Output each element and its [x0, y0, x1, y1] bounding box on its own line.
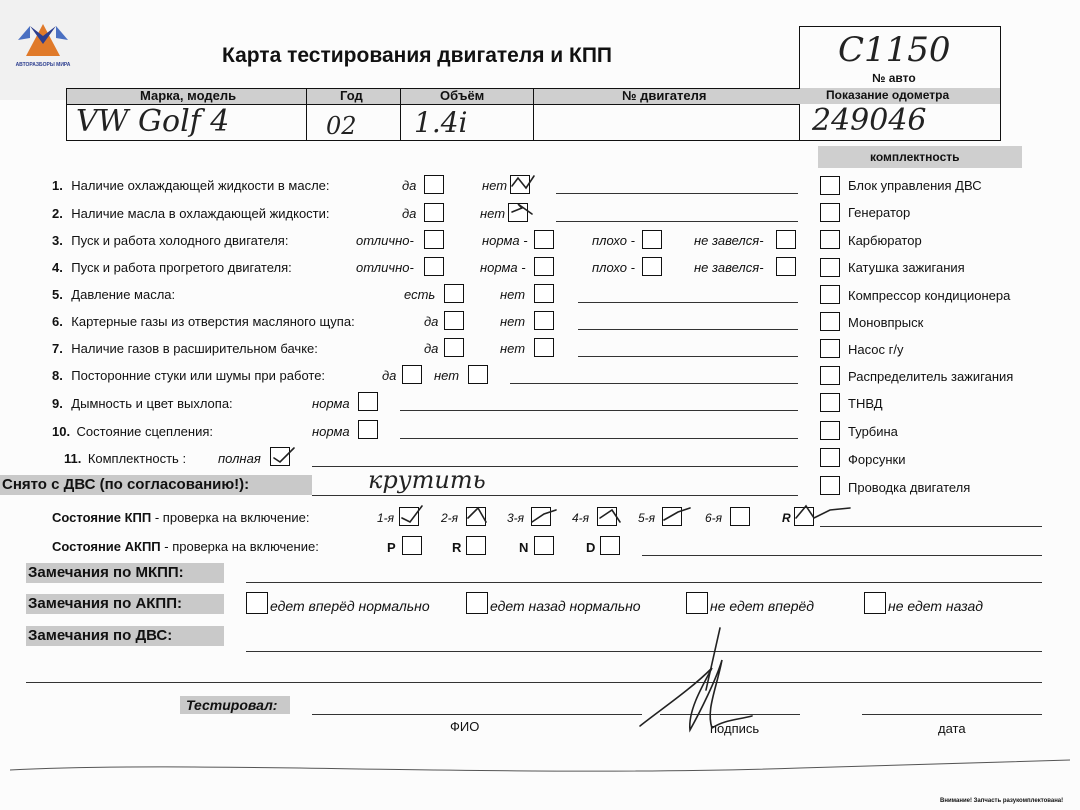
checkbox-gear-2[interactable] — [466, 507, 486, 526]
checkbox-5-no[interactable] — [534, 284, 554, 303]
border — [400, 88, 401, 140]
underline — [400, 438, 798, 439]
dvs-remarks-line — [26, 682, 1042, 683]
komplekt-checkbox[interactable] — [820, 312, 840, 331]
kpp-label-bold: Состояние КПП — [52, 510, 152, 525]
opt-label: да — [424, 314, 439, 329]
item-4 — [52, 259, 292, 277]
checkbox-gear-6[interactable] — [730, 507, 750, 526]
item-9 — [52, 395, 233, 413]
checkbox-gear-3[interactable] — [531, 507, 551, 526]
signature-stroke — [706, 628, 720, 690]
kpp-label-rest: - проверка на включение: — [151, 510, 310, 525]
signature-line — [660, 714, 800, 715]
komplekt-checkbox[interactable] — [820, 339, 840, 358]
col-volume-header: Объём — [440, 88, 485, 103]
checkbox-gear-r[interactable] — [794, 507, 814, 526]
akpp-mode-label: R — [452, 540, 462, 555]
opt-label: норма — [312, 424, 350, 439]
checkbox-gear-5[interactable] — [662, 507, 682, 526]
signature-stroke — [640, 660, 752, 730]
opt-label: норма - — [480, 260, 526, 275]
komplekt-checkbox[interactable] — [820, 421, 840, 440]
checkbox-akpp-no-forward[interactable] — [686, 592, 708, 614]
akpp-label-rest: - проверка на включение: — [160, 539, 319, 554]
item-text: Наличие газов в расширительном бачке: — [71, 341, 318, 356]
item-7 — [52, 340, 318, 358]
akpp-check-label: едет назад нормально — [490, 598, 641, 614]
item-text: Пуск и работа прогретого двигателя: — [71, 260, 292, 275]
item-text: Состояние сцепления: — [76, 424, 213, 439]
item-1 — [52, 177, 330, 195]
year-value: 02 — [326, 112, 357, 140]
gear-label: 6-я — [705, 511, 723, 525]
tested-label: Тестировал: — [186, 697, 278, 713]
fio-caption: ФИО — [450, 719, 480, 734]
komplekt-checkbox[interactable] — [820, 285, 840, 304]
checkbox-3-bad[interactable] — [642, 230, 662, 249]
checkbox-akpp-p[interactable] — [402, 536, 422, 555]
checkbox-2-no[interactable] — [508, 203, 528, 222]
item-8 — [52, 367, 325, 385]
removed-label: Снято с ДВС (по согласованию!): — [2, 476, 250, 493]
item-text: Давление масла: — [71, 287, 176, 302]
komplekt-checkbox[interactable] — [820, 176, 840, 195]
underline — [400, 410, 798, 411]
underline — [510, 383, 798, 384]
komplekt-checkbox[interactable] — [820, 230, 840, 249]
checkbox-gear-1[interactable] — [399, 507, 419, 526]
komplekt-item: ТНВД — [848, 396, 883, 411]
opt-label: полная — [218, 451, 261, 466]
item-number: 2. — [52, 206, 63, 221]
opt-label: есть — [404, 287, 436, 302]
gear-label: 4-я — [572, 511, 590, 525]
checkbox-1-no[interactable] — [510, 175, 530, 194]
checkbox-9-normal[interactable] — [358, 392, 378, 411]
checkbox-7-no[interactable] — [534, 338, 554, 357]
opt-label: нет — [482, 178, 508, 193]
item-text: Пуск и работа холодного двигателя: — [71, 233, 289, 248]
checkbox-10-normal[interactable] — [358, 420, 378, 439]
underline — [556, 221, 798, 222]
underline — [820, 526, 1042, 527]
akpp-remarks-label: Замечания по АКПП: — [28, 595, 182, 612]
scan-line — [10, 760, 1070, 771]
removed-hand: крутить — [368, 466, 486, 494]
logo — [0, 0, 100, 100]
border — [799, 26, 1001, 27]
opt-label: нет — [480, 206, 506, 221]
model-value: VW Golf 4 — [76, 104, 230, 139]
item-text: Посторонние стуки или шумы при работе: — [71, 368, 326, 383]
checkbox-gear-4[interactable] — [597, 507, 617, 526]
komplekt-checkbox[interactable] — [820, 366, 840, 385]
checkbox-3-excellent[interactable] — [424, 230, 444, 249]
underline — [578, 356, 798, 357]
volume-value: 1.4i — [414, 106, 468, 139]
item-6 — [52, 313, 355, 331]
checkbox-6-no[interactable] — [534, 311, 554, 330]
border — [799, 26, 800, 140]
mkpp-remarks-label: Замечания по МКПП: — [28, 564, 184, 581]
item-3 — [52, 232, 288, 250]
komplekt-checkbox[interactable] — [820, 203, 840, 222]
item-number: 3. — [52, 233, 63, 248]
checkbox-akpp-d[interactable] — [600, 536, 620, 555]
komplekt-checkbox[interactable] — [820, 393, 840, 412]
item-text: Наличие охлаждающей жидкости в масле: — [71, 178, 330, 193]
komplekt-item: Генератор — [848, 205, 911, 220]
kpp-label — [52, 510, 309, 525]
date-caption: дата — [938, 721, 966, 736]
komplekt-checkbox[interactable] — [820, 476, 840, 495]
komplekt-header: комплектность — [870, 150, 960, 164]
col-year-header: Год — [340, 88, 363, 103]
underline — [578, 329, 798, 330]
checkbox-3-normal[interactable] — [534, 230, 554, 249]
item-number: 8. — [52, 368, 63, 383]
car-number-hand: С1150 — [838, 30, 951, 70]
checkbox-akpp-back-ok[interactable] — [466, 592, 488, 614]
opt-label: да — [402, 178, 417, 193]
checkbox-11-full[interactable] — [270, 447, 290, 466]
akpp-check-label: едет вперёд нормально — [270, 598, 430, 614]
checkbox-8-no[interactable] — [468, 365, 488, 384]
item-text: Картерные газы из отверстия масляного щупа: — [71, 314, 355, 329]
item-number: 10. — [52, 424, 71, 439]
opt-label: отлично- — [356, 233, 414, 248]
item-number: 9. — [52, 396, 63, 411]
item-10 — [52, 423, 213, 441]
opt-label: да — [402, 206, 417, 221]
checkbox-4-not-started[interactable] — [776, 257, 796, 276]
mkpp-remarks-line — [246, 582, 1042, 583]
checkbox-4-bad[interactable] — [642, 257, 662, 276]
logo-icon — [0, 0, 86, 60]
opt-label: да — [382, 368, 397, 383]
checkbox-4-excellent[interactable] — [424, 257, 444, 276]
item-5 — [52, 286, 175, 304]
underline — [556, 193, 798, 194]
komplekt-checkbox[interactable] — [820, 448, 840, 467]
komplekt-item: Моновпрыск — [848, 315, 924, 330]
checkbox-akpp-forward-ok[interactable] — [246, 592, 268, 614]
komplekt-item: Насос г/у — [848, 342, 904, 357]
gear-label: 3-я — [507, 511, 525, 525]
komplekt-item: Турбина — [848, 424, 898, 439]
underline — [578, 302, 798, 303]
underline — [642, 555, 1042, 556]
akpp-mode-label: P — [387, 540, 396, 555]
dvs-remarks-label: Замечания по ДВС: — [28, 627, 173, 644]
item-number: 4. — [52, 260, 63, 275]
odometer-value: 249046 — [812, 103, 927, 138]
fio-line — [312, 714, 642, 715]
akpp-check-label: не едет назад — [888, 598, 983, 614]
item-text: Наличие масла в охлаждающей жидкости: — [71, 206, 330, 221]
border — [533, 88, 534, 140]
gear-label: R — [782, 511, 791, 525]
komplekt-item: Распределитель зажигания — [848, 369, 1014, 384]
footer-note: Внимание! Запчасть разукомплектована! — [940, 798, 1064, 804]
komplekt-item: Форсунки — [848, 452, 906, 467]
komplekt-checkbox[interactable] — [820, 258, 840, 277]
opt-label: плохо - — [592, 260, 635, 275]
item-text: Комплектность : — [87, 451, 187, 466]
opt-label: да — [424, 341, 439, 356]
opt-label: не завелся- — [694, 260, 764, 275]
item-2 — [52, 205, 330, 223]
item-number: 7. — [52, 341, 63, 356]
komplekt-item: Проводка двигателя — [848, 480, 971, 495]
komplekt-item: Блок управления ДВС — [848, 178, 982, 193]
akpp-mode-label: D — [586, 540, 596, 555]
opt-label: нет — [500, 341, 526, 356]
signature-caption: подпись — [710, 721, 760, 736]
opt-label: не завелся- — [694, 233, 764, 248]
checkbox-4-normal[interactable] — [534, 257, 554, 276]
akpp-check-label: не едет вперёд — [710, 598, 815, 614]
col-model-header: Марка, модель — [140, 88, 237, 103]
border — [66, 88, 67, 140]
dvs-remarks-line — [246, 651, 1042, 652]
opt-label: нет — [500, 287, 526, 302]
checkbox-3-not-started[interactable] — [776, 230, 796, 249]
checkbox-1-yes[interactable] — [424, 175, 444, 194]
gear-label: 2-я — [441, 511, 459, 525]
komplekt-item: Компрессор кондиционера — [848, 288, 1011, 303]
item-number: 1. — [52, 178, 63, 193]
checkbox-akpp-r[interactable] — [466, 536, 486, 555]
akpp-label-bold: Состояние АКПП — [52, 539, 161, 554]
gear-label: 1-я — [377, 511, 395, 525]
item-text: Дымность и цвет выхлопа: — [71, 396, 233, 411]
border — [1000, 26, 1001, 140]
col-engine-header: № двигателя — [622, 88, 707, 103]
checkbox-5-yes[interactable] — [444, 284, 464, 303]
item-11 — [64, 450, 186, 468]
gear-label: 5-я — [638, 511, 656, 525]
date-line — [862, 714, 1042, 715]
opt-label: норма - — [482, 233, 528, 248]
akpp-label — [52, 539, 319, 554]
opt-label: плохо - — [592, 233, 635, 248]
checkbox-8-yes[interactable] — [402, 365, 422, 384]
akpp-mode-label: N — [519, 540, 529, 555]
checkbox-2-yes[interactable] — [424, 203, 444, 222]
border — [306, 88, 307, 140]
item-number: 6. — [52, 314, 63, 329]
car-number-label: № авто — [872, 71, 916, 85]
checkbox-akpp-no-back[interactable] — [864, 592, 886, 614]
komplekt-item: Катушка зажигания — [848, 260, 965, 275]
opt-label: нет — [500, 314, 526, 329]
opt-label: отлично- — [356, 260, 414, 275]
checkbox-akpp-n[interactable] — [534, 536, 554, 555]
checkbox-6-yes[interactable] — [444, 311, 464, 330]
checkbox-7-yes[interactable] — [444, 338, 464, 357]
border — [66, 140, 1001, 141]
komplekt-item: Карбюратор — [848, 233, 922, 248]
odometer-label: Показание одометра — [826, 88, 950, 102]
item-number: 11. — [64, 451, 82, 466]
underline — [312, 495, 798, 496]
page-title: Карта тестирования двигателя и КПП — [222, 44, 613, 67]
item-number: 5. — [52, 287, 63, 302]
opt-label: нет — [434, 368, 460, 383]
logo-text: АВТОРАЗБОРЫ МИРА — [15, 62, 71, 68]
opt-label: норма — [312, 396, 350, 411]
